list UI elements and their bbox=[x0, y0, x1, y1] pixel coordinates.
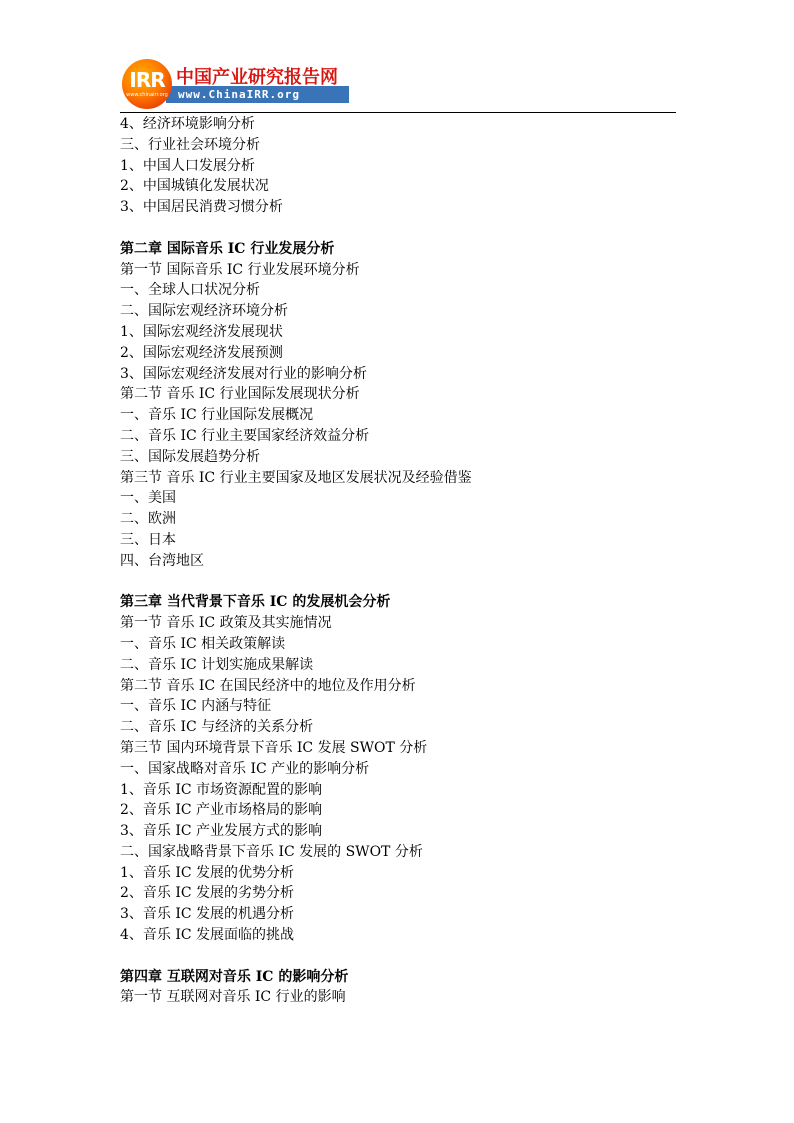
toc-item: 二、音乐 IC 计划实施成果解读 bbox=[120, 656, 314, 673]
toc-item: 二、欧洲 bbox=[120, 511, 176, 528]
irr-circle-icon bbox=[122, 59, 172, 109]
chapter-heading: 第二章 国际音乐 IC 行业发展分析 bbox=[120, 240, 335, 257]
logo-url: www.ChinaIRR.org bbox=[178, 88, 300, 101]
toc-item: 3、音乐 IC 发展的机遇分析 bbox=[120, 906, 295, 923]
toc-item: 1、音乐 IC 发展的优势分析 bbox=[120, 864, 295, 881]
toc-item: 第三节 音乐 IC 行业主要国家及地区发展状况及经验借鉴 bbox=[120, 469, 472, 486]
toc-item: 4、经济环境影响分析 bbox=[120, 116, 255, 132]
toc-item: 三、行业社会环境分析 bbox=[120, 136, 260, 153]
toc-item: 二、音乐 IC 与经济的关系分析 bbox=[120, 719, 314, 736]
toc-item: 第一节 互联网对音乐 IC 行业的影响 bbox=[120, 989, 346, 1006]
toc-item: 第一节 国际音乐 IC 行业发展环境分析 bbox=[120, 261, 360, 278]
toc-item: 1、国际宏观经济发展现状 bbox=[120, 323, 283, 340]
section-gap bbox=[120, 218, 680, 239]
logo-mark: IRR bbox=[129, 68, 165, 92]
toc-item: 2、音乐 IC 产业市场格局的影响 bbox=[120, 802, 323, 819]
toc-item: 4、音乐 IC 发展面临的挑战 bbox=[120, 927, 295, 944]
toc-item: 2、中国城镇化发展状况 bbox=[120, 178, 269, 195]
table-of-contents bbox=[120, 114, 680, 1008]
toc-item: 一、国家战略对音乐 IC 产业的影响分析 bbox=[120, 760, 370, 777]
toc-item: 第一节 音乐 IC 政策及其实施情况 bbox=[120, 615, 332, 632]
toc-item: 3、国际宏观经济发展对行业的影响分析 bbox=[120, 365, 367, 382]
chapter-heading: 第四章 互联网对音乐 IC 的影响分析 bbox=[120, 968, 349, 985]
toc-item: 1、音乐 IC 市场资源配置的影响 bbox=[120, 781, 323, 798]
toc-item: 三、国际发展趋势分析 bbox=[120, 448, 260, 465]
toc-item: 1、中国人口发展分析 bbox=[120, 157, 255, 174]
toc-item: 一、音乐 IC 相关政策解读 bbox=[120, 635, 286, 652]
toc-item: 二、国际宏观经济环境分析 bbox=[120, 303, 288, 320]
header-divider bbox=[120, 112, 676, 113]
toc-item: 2、音乐 IC 发展的劣势分析 bbox=[120, 885, 295, 902]
section-gap bbox=[120, 572, 680, 593]
toc-item: 一、美国 bbox=[120, 490, 176, 507]
section-gap bbox=[120, 946, 680, 967]
chinairr-logo bbox=[120, 56, 349, 111]
toc-item: 3、中国居民消费习惯分析 bbox=[120, 199, 283, 216]
toc-item: 二、国家战略背景下音乐 IC 发展的 SWOT 分析 bbox=[120, 843, 423, 860]
toc-item: 二、音乐 IC 行业主要国家经济效益分析 bbox=[120, 427, 370, 444]
page-header bbox=[120, 56, 676, 114]
toc-item: 第二节 音乐 IC 在国民经济中的地位及作用分析 bbox=[120, 677, 416, 694]
logo-mark-small: www.chinairr.org bbox=[126, 92, 168, 98]
logo-name: 中国产业研究报告网 bbox=[176, 67, 338, 88]
toc-item: 第二节 音乐 IC 行业国际发展现状分析 bbox=[120, 386, 360, 403]
chapter-heading: 第三章 当代背景下音乐 IC 的发展机会分析 bbox=[120, 594, 391, 611]
toc-item: 一、全球人口状况分析 bbox=[120, 282, 260, 299]
toc-item: 第三节 国内环境背景下音乐 IC 发展 SWOT 分析 bbox=[120, 739, 428, 756]
toc-item: 一、音乐 IC 内涵与特征 bbox=[120, 698, 272, 715]
toc-item: 四、台湾地区 bbox=[120, 552, 204, 569]
toc-item: 2、国际宏观经济发展预测 bbox=[120, 344, 283, 361]
toc-item: 一、音乐 IC 行业国际发展概况 bbox=[120, 407, 314, 424]
toc-item: 三、日本 bbox=[120, 531, 176, 548]
toc-item: 3、音乐 IC 产业发展方式的影响 bbox=[120, 823, 323, 840]
